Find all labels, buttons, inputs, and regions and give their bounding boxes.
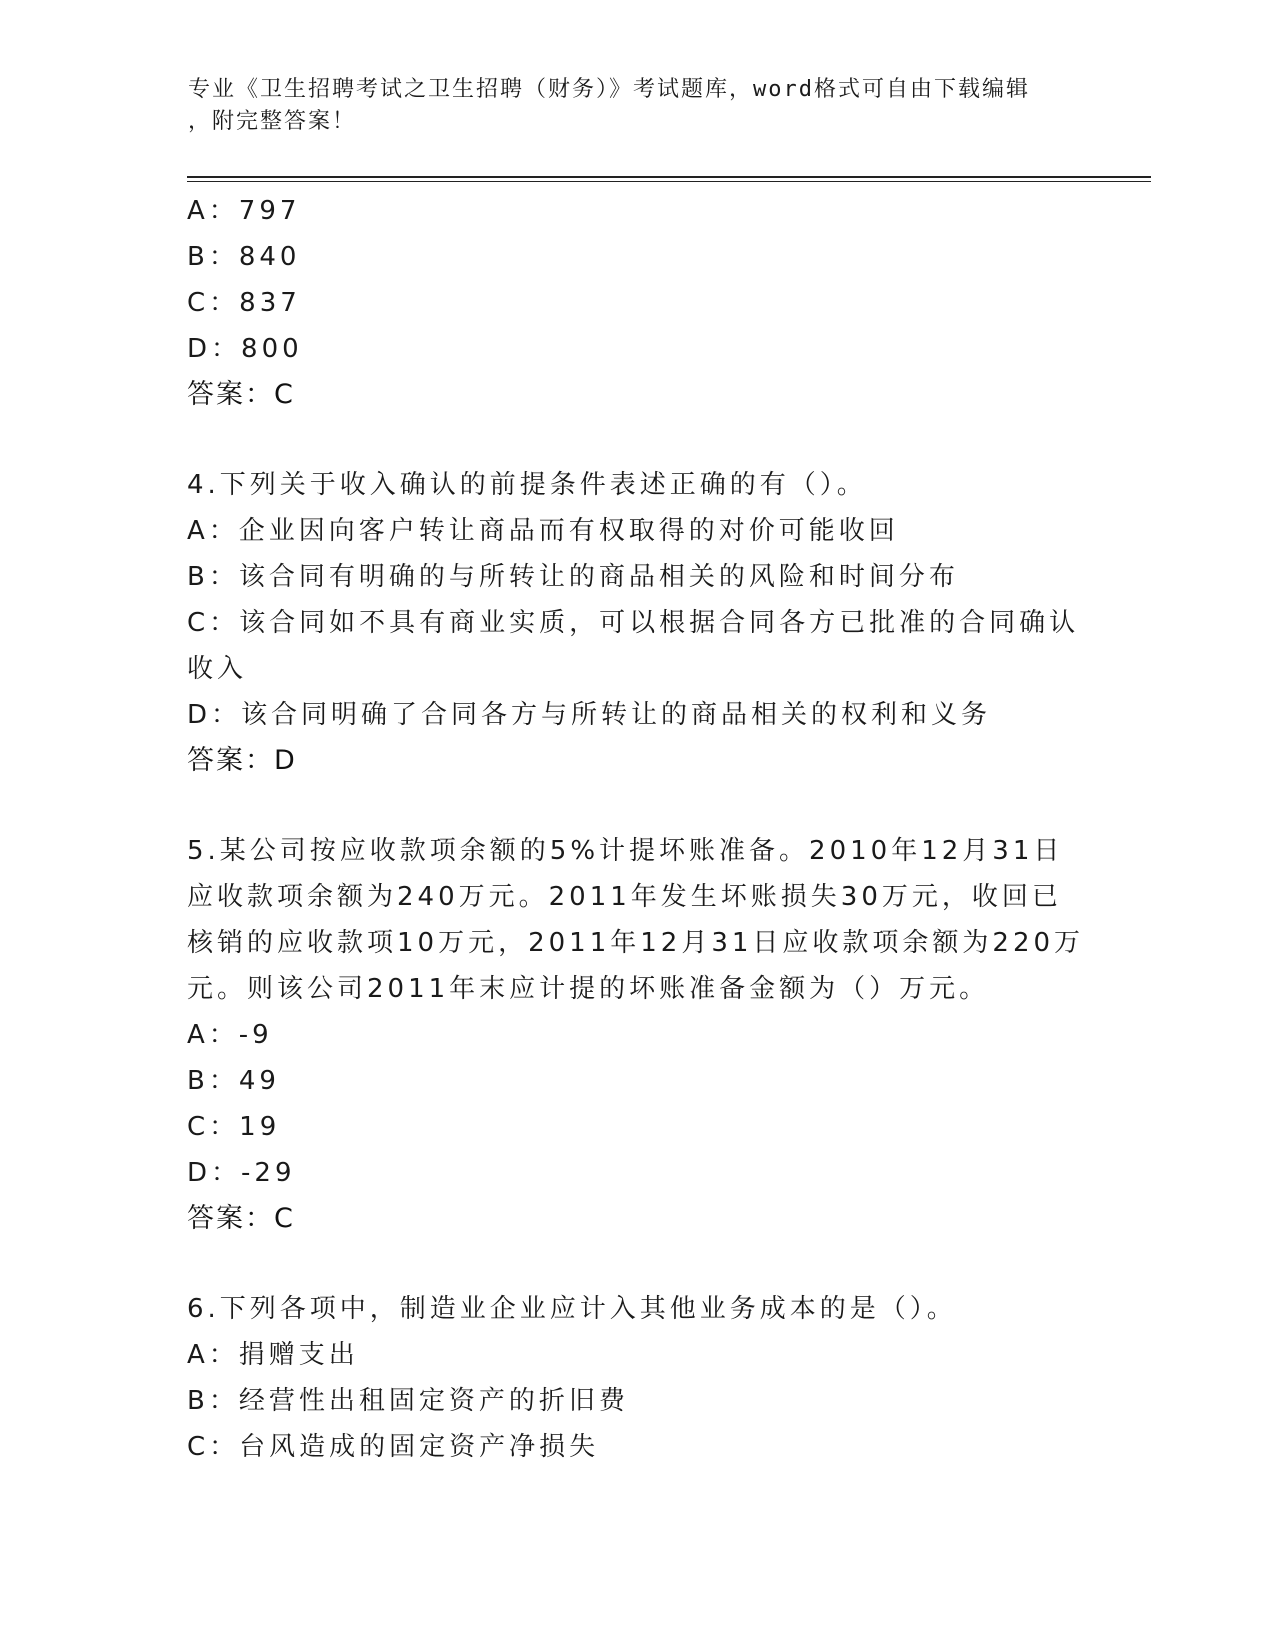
option-a: A：797 [187, 196, 301, 226]
question-3 [187, 188, 1087, 418]
option-b: B：840 [187, 242, 301, 272]
question-list [187, 188, 1087, 1470]
option-b: B：该合同有明确的与所转让的商品相关的风险和时间分布 [187, 562, 959, 592]
answer: 答案：C [187, 1203, 295, 1234]
document-header [188, 74, 1068, 138]
answer: 答案：D [187, 745, 297, 776]
header-divider-thick [187, 176, 1151, 178]
option-a: A：捐赠支出 [187, 1340, 359, 1370]
option-c: C：该合同如不具有商业实质，可以根据合同各方已批准的合同确认收入 [187, 608, 1080, 684]
header-line-2: ，附完整答案！ [188, 109, 357, 134]
option-c: C：19 [187, 1112, 281, 1142]
option-b: B：49 [187, 1066, 280, 1096]
question-4 [187, 462, 1087, 784]
option-d: D：800 [187, 334, 303, 364]
option-c: C：837 [187, 288, 301, 318]
question-stem: 5.某公司按应收款项余额的5%计提坏账准备。2010年12月31日应收款项余额为240万元。2011年发生坏账损失30万元，收回已核销的应收款项10万元，2011年12月31日应收款项余额为220万元。则该公司2011年末应计提的坏账准备金额为（）万元。 [187, 836, 1085, 1004]
question-6 [187, 1286, 1087, 1470]
option-d: D：该合同明确了合同各方与所转让的商品相关的权利和义务 [187, 700, 992, 730]
option-c: C：台风造成的固定资产净损失 [187, 1432, 600, 1462]
answer: 答案：C [187, 379, 295, 410]
option-a: A：企业因向客户转让商品而有权取得的对价可能收回 [187, 516, 899, 546]
header-line-1: 专业《卫生招聘考试之卫生招聘（财务）》考试题库，word格式可自由下载编辑 [188, 77, 1030, 102]
question-5 [187, 828, 1087, 1242]
option-d: D：-29 [187, 1158, 296, 1188]
question-stem: 4.下列关于收入确认的前提条件表述正确的有（）。 [187, 470, 867, 500]
header-divider-thin [187, 181, 1151, 182]
option-a: A：-9 [187, 1020, 273, 1050]
question-stem: 6.下列各项中，制造业企业应计入其他业务成本的是（）。 [187, 1294, 957, 1324]
option-b: B：经营性出租固定资产的折旧费 [187, 1386, 629, 1416]
